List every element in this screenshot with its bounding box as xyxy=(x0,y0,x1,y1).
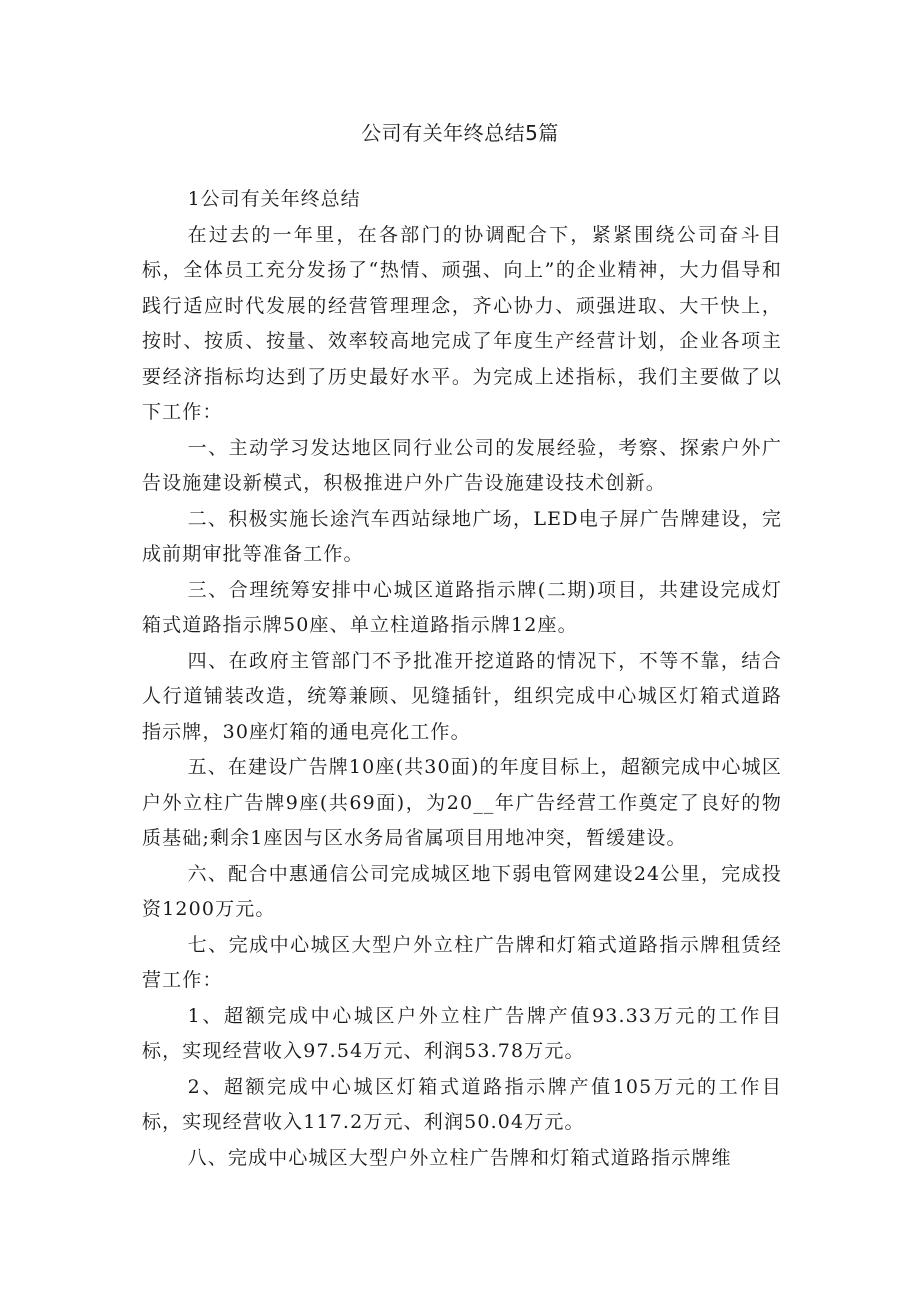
paragraph-subitem-1: 1、超额完成中心城区户外立柱广告牌产值93.33万元的工作目标，实现经营收入97.54万元、利润53.78万元。 xyxy=(142,1004,782,1062)
paragraph-item-1: 一、主动学习发达地区同行业公司的发展经验，考察、探索户外广告设施建设新模式，积极推进户外广告设施建设技术创新。 xyxy=(142,436,782,494)
paragraph-subitem-2: 2、超额完成中心城区灯箱式道路指示牌产值105万元的工作目标，实现经营收入117.2万元、利润50.04万元。 xyxy=(142,1075,782,1133)
paragraph-intro: 在过去的一年里，在各部门的协调配合下，紧紧围绕公司奋斗目标，全体员工充分发扬了“热情、顽强、向上”的企业精神，大力倡导和践行适应时代发展的经营管理理念，齐心协力、顽强进取、大干快上，按时、按质、按量、效率较高地完成了年度生产经营计划，企业各项主要经济指标均达到了历史最好水平。为完成上述指标，我们主要做了以下工作： xyxy=(142,223,782,423)
paragraph-item-6: 六、配合中惠通信公司完成城区地下弱电管网建设24公里，完成投资1200万元。 xyxy=(142,862,782,920)
document-title: 公司有关年终总结5篇 xyxy=(361,121,559,145)
section-heading: 1公司有关年终总结 xyxy=(187,188,361,210)
paragraph-item-3: 三、合理统筹安排中心城区道路指示牌(二期)项目，共建设完成灯箱式道路指示牌50座、单立柱道路指示牌12座。 xyxy=(142,578,782,636)
paragraph-item-5: 五、在建设广告牌10座(共30面)的年度目标上，超额完成中心城区户外立柱广告牌9座(共69面)，为20__年广告经营工作奠定了良好的物质基础;剩余1座因与区水务局省属项目用地冲突，暂缓建设。 xyxy=(142,756,782,849)
paragraph-item-7: 七、完成中心城区大型户外立柱广告牌和灯箱式道路指示牌租赁经营工作： xyxy=(142,933,782,991)
paragraph-item-2: 二、积极实施长途汽车西站绿地广场，LED电子屏广告牌建设，完成前期审批等准备工作。 xyxy=(142,507,782,565)
document-body xyxy=(142,182,782,1176)
paragraph-item-8: 八、完成中心城区大型户外立柱广告牌和灯箱式道路指示牌维 xyxy=(187,1146,732,1169)
paragraph-item-4: 四、在政府主管部门不予批准开挖道路的情况下，不等不靠，结合人行道铺装改造，统筹兼顾、见缝插针，组织完成中心城区灯箱式道路指示牌，30座灯箱的通电亮化工作。 xyxy=(142,649,782,743)
